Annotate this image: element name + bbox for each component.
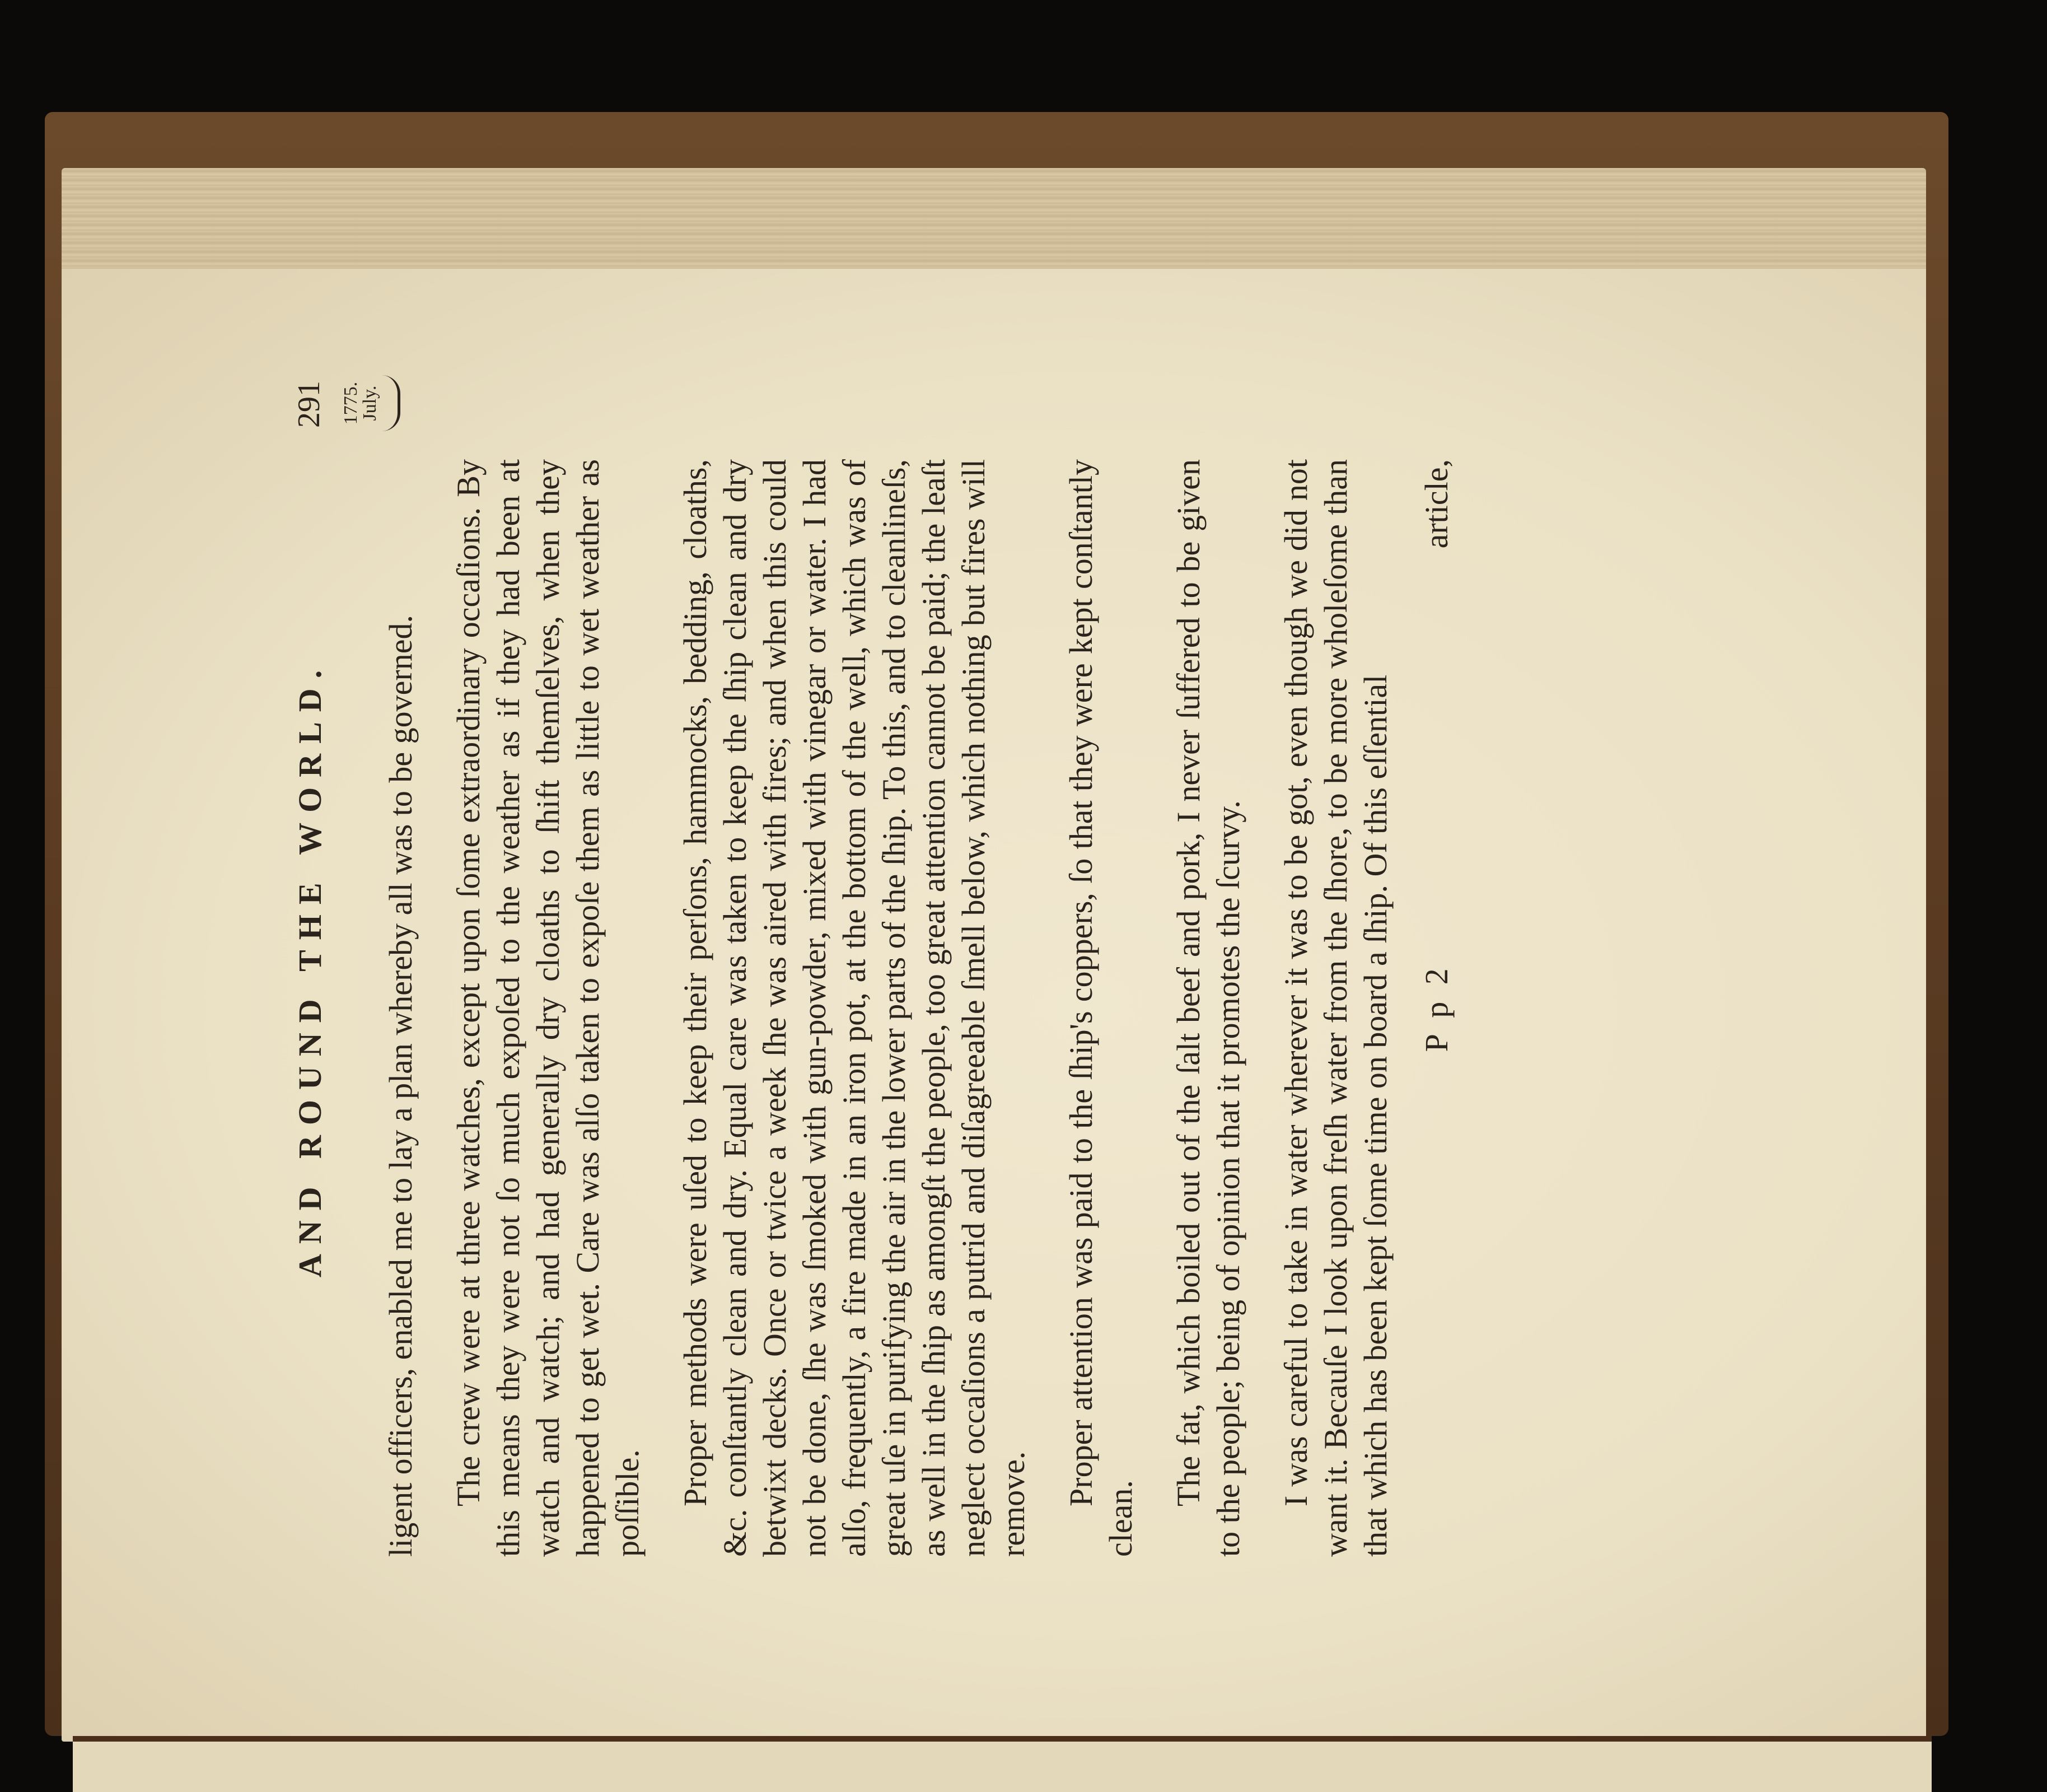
page-footer [1418,459,1462,1557]
brace-mark [382,375,400,431]
next-leaf [73,1736,1932,1792]
page-number: 291 [292,381,326,428]
signature-mark: P p 2 [1418,964,1455,1052]
page-header [291,381,380,1557]
margin-date-note [342,375,400,431]
paragraph-3: Proper methods were uſed to keep their perſons, hammocks, bedding, cloaths, &c. conſtantly clean and dry. Equal care was taken to keep the ſhip clean and dry betwixt decks. Once or twice a week ſhe was aired with fires; and when this could not be done, ſhe was ſmoked with gun-powder, mixed with vinegar or water. I had alſo, frequently, a fire made in an iron pot, at the bottom of the well, which was of great uſe in purifying the air in the lower parts of the ſhip. To this, and to cleanlineſs, as well in the ſhip as amongſt the people, too great attention cannot be paid; the leaſt neglect occaſions a putrid and diſagreeable ſmell below, which nothing but fires will remove. [677,459,1031,1557]
page-edges [62,168,1926,280]
page-body [381,459,1395,1557]
paragraph-1: ligent officers, enabled me to lay a plan whereby all was to be governed. [382,615,419,1557]
paragraph-5: The fat, which boiled out of the ſalt beef and pork, I never ſuffered to be given to the people; being of opinion that it promotes the ſcurvy. [1170,459,1246,1557]
page-text-block [291,381,1691,1557]
catchword: article, [1418,459,1455,549]
running-title: AND ROUND THE WORLD. [292,660,328,1278]
paragraph-2: The crew were at three watches, except upon ſome extraordinary occaſions. By this means they were not ſo much expoſed to the weather as if they had been at watch and watch; and had generally dry cloaths to ſhift themſelves, when they happened to get wet. Care was alſo taken to expoſe them as little to wet weather as poſſible. [450,459,646,1557]
margin-year: 1775. [340,381,361,425]
margin-month: July. [359,385,380,421]
paragraph-6: I was careful to take in water wherever it was to be got, even though we did not want it. Becauſe I look upon freſh water from the ſhore, to be more wholeſome than that which has been kept ſome time on board a ſhip. Of this eſſential [1278,459,1394,1557]
paragraph-4: Proper attention was paid to the ſhip's coppers, ſo that they were kept conſtantly clean. [1063,459,1139,1557]
